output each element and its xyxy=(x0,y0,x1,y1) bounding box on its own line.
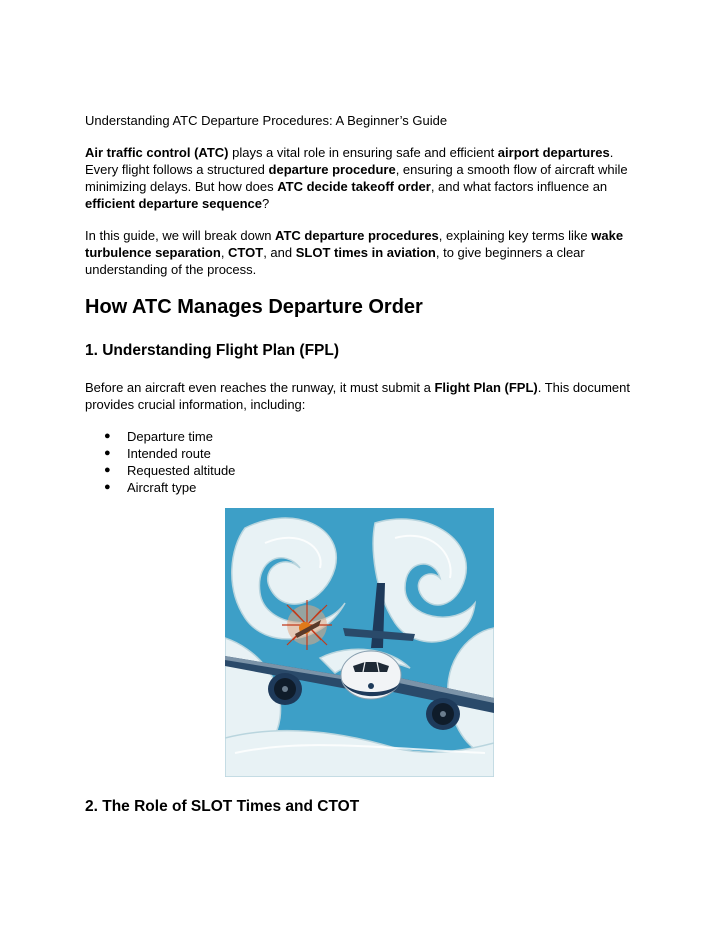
small-aircraft-icon xyxy=(282,600,332,650)
section1-bold-fpl: Flight Plan (FPL) xyxy=(434,380,538,395)
right-engine xyxy=(426,698,460,730)
guide-text-2: , explaining key terms like xyxy=(438,228,592,243)
guide-bold-slot-times: SLOT times in aviation xyxy=(295,245,436,260)
bullet-icon: ● xyxy=(104,447,111,459)
fuselage xyxy=(341,651,401,699)
intro-text-5: ? xyxy=(262,196,270,211)
section2-heading: 2. The Role of SLOT Times and CTOT xyxy=(85,798,360,815)
section1-text-1: Before an aircraft even reaches the runway, it must submit a xyxy=(85,380,435,395)
bullet-icon: ● xyxy=(104,481,111,493)
document-body xyxy=(85,112,640,496)
intro-text-1: plays a vital role in ensuring safe and efficient xyxy=(228,145,498,160)
intro-bold-takeoff-order: ATC decide takeoff order xyxy=(277,179,431,194)
list-item-label: Aircraft type xyxy=(127,480,197,495)
section1-heading: 1. Understanding Flight Plan (FPL) xyxy=(85,342,340,359)
intro-paragraph xyxy=(85,144,640,212)
intro-bold-departure-sequence: efficient departure sequence xyxy=(85,196,262,211)
list-item xyxy=(104,462,640,479)
guide-text-1: In this guide, we will break down xyxy=(85,228,276,243)
fpl-info-list xyxy=(104,428,640,496)
bullet-icon: ● xyxy=(104,430,111,442)
guide-text-4: , and xyxy=(263,245,296,260)
intro-bold-airport-departures: airport departures xyxy=(497,145,610,160)
list-item-label: Requested altitude xyxy=(127,463,236,478)
guide-text-3: , xyxy=(220,245,229,260)
list-item xyxy=(104,428,640,445)
intro-bold-departure-procedure: departure procedure xyxy=(268,162,396,177)
guide-text-5: , to give beginners a clear understanding of the process. xyxy=(85,245,585,277)
intro-text-2: . Every flight follows a structured xyxy=(85,145,614,177)
guide-bold-atc-procedures: ATC departure procedures xyxy=(275,228,439,243)
bullet-icon: ● xyxy=(104,464,111,476)
left-engine xyxy=(268,673,302,705)
document-title: Understanding ATC Departure Procedures: A Beginner’s Guide xyxy=(85,113,448,128)
intro-text-4: , and what factors influence an xyxy=(430,179,608,194)
guide-bold-wake-turbulence: wake turbulence separation xyxy=(85,228,624,260)
list-item xyxy=(104,445,640,462)
list-item-label: Intended route xyxy=(127,446,211,461)
intro-bold-atc: Air traffic control (ATC) xyxy=(85,145,229,160)
list-item xyxy=(104,479,640,496)
wake-turbulence-illustration xyxy=(225,508,494,777)
section1-text-2: . This document provides crucial information, including: xyxy=(85,380,631,412)
list-item-label: Departure time xyxy=(127,429,213,444)
intro-text-3: , ensuring a smooth flow of aircraft while minimizing delays. But how does xyxy=(85,162,628,194)
airplane-turbulence-image xyxy=(225,508,494,777)
section1-paragraph xyxy=(85,379,640,413)
guide-bold-ctot: CTOT xyxy=(228,245,264,260)
guide-paragraph xyxy=(85,227,640,278)
section-main-heading: How ATC Manages Departure Order xyxy=(85,296,423,318)
